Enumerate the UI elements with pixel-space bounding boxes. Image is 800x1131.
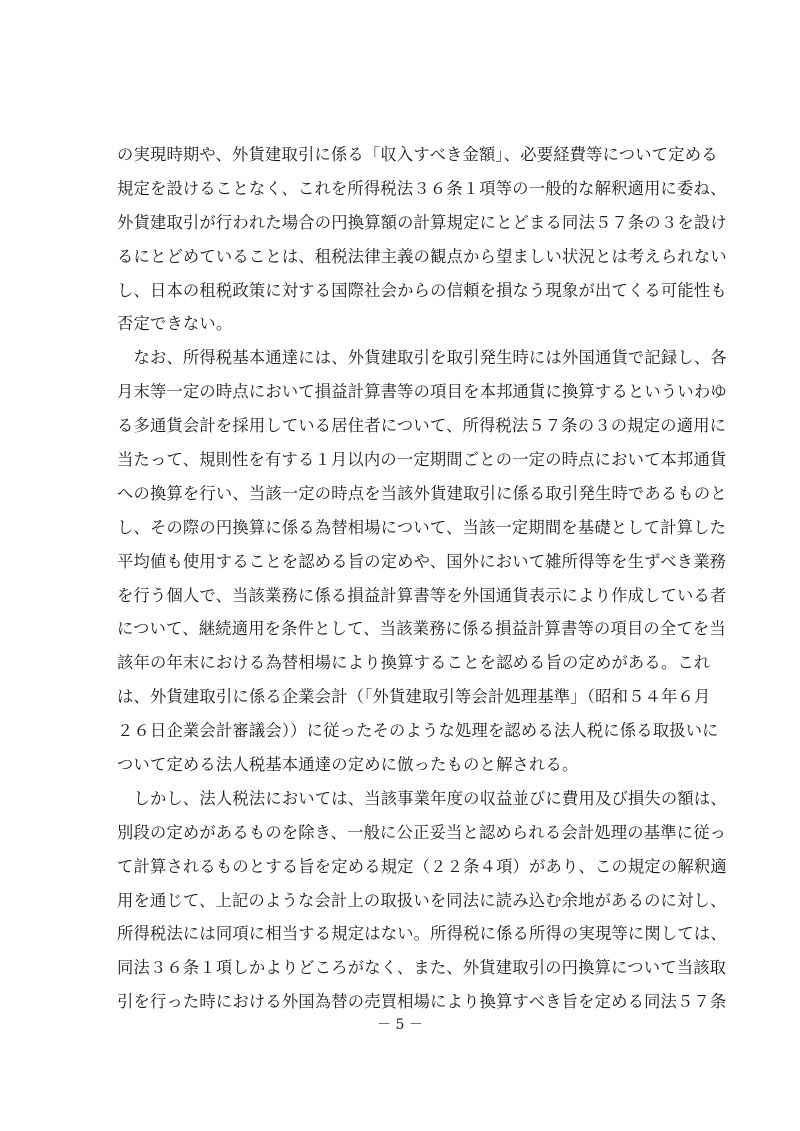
text-line: し、その際の円換算に係る為替相場について、当該一定期間を基礎として計算した bbox=[117, 517, 727, 537]
page-number: － 5 － bbox=[377, 1017, 423, 1033]
text-line: 外貨建取引が行われた場合の円換算額の計算規定にとどまる同法５７条の３を設け bbox=[117, 212, 727, 232]
text-line: 規定を設けることなく、これを所得税法３６条１項等の一般的な解釈適用に委ね、 bbox=[117, 178, 727, 198]
text-line: て計算されるものとする旨を定める規定（２２条４項）があり、この規定の解釈適 bbox=[117, 856, 727, 876]
text-line: なお、所得税基本通達には、外貨建取引を取引発生時には外国通貨で記録し、各 bbox=[117, 348, 727, 368]
text-line: 用を通じて、上記のような会計上の取扱いを同法に読み込む余地があるのに対し、 bbox=[117, 890, 727, 910]
text-line: への換算を行い、当該一定の時点を当該外貨建取引に係る取引発生時であるものと bbox=[117, 483, 727, 503]
text-line: 否定できない。 bbox=[117, 314, 233, 334]
text-line: の実現時期や、外貨建取引に係る「収入すべき金額」、必要経費等について定める bbox=[117, 145, 718, 164]
text-line: ２６日企業会計審議会））に従ったそのような処理を認める法人税に係る取扱いに bbox=[117, 721, 719, 741]
body-text bbox=[117, 138, 727, 1019]
text-line: しかし、法人税法においては、当該事業年度の収益並びに費用及び損失の額は、 bbox=[117, 788, 727, 808]
text-line: 平均値も使用することを認める旨の定めや、国外において雑所得等を生ずべき業務 bbox=[117, 551, 727, 571]
text-line: ついて定める法人税基本通達の定めに倣ったものと解される。 bbox=[117, 755, 579, 775]
text-line: 月末等一定の時点において損益計算書等の項目を本邦通貨に換算するといういわゆ bbox=[117, 382, 727, 402]
text-line: 当たって、規則性を有する１月以内の一定期間ごとの一定の時点において本邦通貨 bbox=[117, 450, 727, 470]
text-line: 所得税法には同項に相当する規定はない。所得税に係る所得の実現等に関しては、 bbox=[117, 924, 727, 944]
text-line: るにとどめていることは、租税法律主義の観点から望ましい状況とは考えられない bbox=[117, 246, 727, 266]
text-line: 同法３６条１項しかよりどころがなく、また、外貨建取引の円換算について当該取 bbox=[117, 958, 727, 978]
text-line: は、外貨建取引に係る企業会計（「外貨建取引等会計処理基準」（昭和５４年６月 bbox=[117, 687, 711, 707]
text-line: について、継続適用を条件として、当該業務に係る損益計算書等の項目の全てを当 bbox=[117, 619, 726, 639]
text-line: 引を行った時における外国為替の売買相場により換算すべき旨を定める同法５７条 bbox=[117, 992, 727, 1012]
text-line: 別段の定めがあるものを除き、一般に公正妥当と認められる会計処理の基準に従っ bbox=[117, 822, 727, 842]
text-line: 該年の年末における為替相場により換算することを認める旨の定めがある。これ bbox=[117, 653, 711, 673]
text-line: し、日本の租税政策に対する国際社会からの信頼を損なう現象が出てくる可能性も bbox=[117, 280, 727, 300]
text-line: を行う個人で、当該業務に係る損益計算書等を外国通貨表示により作成している者 bbox=[117, 585, 727, 605]
text-line: る多通貨会計を採用している居住者について、所得税法５７条の３の規定の適用に bbox=[117, 416, 727, 436]
